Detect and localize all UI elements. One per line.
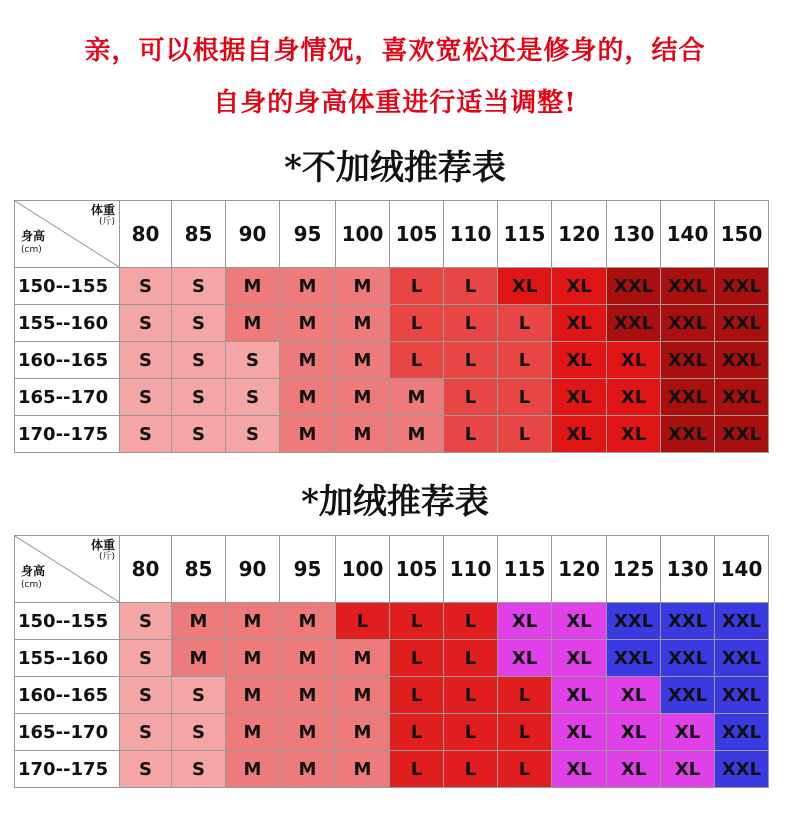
size-cell: S bbox=[172, 342, 226, 379]
size-cell: S bbox=[172, 751, 226, 788]
size-cell: S bbox=[172, 268, 226, 305]
table-row bbox=[15, 268, 769, 305]
weight-header-cell: 140 bbox=[661, 201, 715, 268]
size-cell: XXL bbox=[715, 751, 769, 788]
corner-header bbox=[15, 536, 120, 603]
size-table-no-fleece bbox=[14, 200, 769, 453]
size-cell: XXL bbox=[715, 416, 769, 453]
size-cell: M bbox=[226, 603, 280, 640]
weight-header-cell: 80 bbox=[120, 536, 172, 603]
size-cell: M bbox=[390, 379, 444, 416]
size-cell: M bbox=[172, 603, 226, 640]
weight-header-cell: 110 bbox=[444, 536, 498, 603]
size-cell: L bbox=[444, 751, 498, 788]
size-cell: S bbox=[226, 342, 280, 379]
weight-header-cell: 105 bbox=[390, 536, 444, 603]
weight-header-cell: 90 bbox=[226, 201, 280, 268]
size-cell: XXL bbox=[661, 416, 715, 453]
size-cell: M bbox=[336, 677, 390, 714]
size-cell: M bbox=[280, 640, 336, 677]
weight-header-cell: 115 bbox=[498, 201, 552, 268]
size-cell: S bbox=[172, 416, 226, 453]
size-cell: M bbox=[280, 677, 336, 714]
size-cell: XL bbox=[607, 714, 661, 751]
size-cell: XL bbox=[498, 268, 552, 305]
size-cell: XXL bbox=[715, 305, 769, 342]
height-axis-label: 身高 (cm) bbox=[21, 564, 46, 590]
height-range-cell: 150--155 bbox=[15, 268, 120, 305]
corner-header bbox=[15, 201, 120, 268]
size-cell: L bbox=[390, 751, 444, 788]
weight-axis-label: 体重 (斤) bbox=[90, 203, 115, 227]
height-range-cell: 155--160 bbox=[15, 305, 120, 342]
size-cell: XXL bbox=[661, 379, 715, 416]
size-cell: XXL bbox=[607, 603, 661, 640]
size-cell: M bbox=[172, 640, 226, 677]
size-cell: L bbox=[390, 640, 444, 677]
size-table-fleece bbox=[14, 535, 769, 788]
size-cell: XXL bbox=[661, 603, 715, 640]
size-cell: XL bbox=[552, 379, 607, 416]
size-cell: XXL bbox=[661, 342, 715, 379]
size-cell: S bbox=[120, 305, 172, 342]
size-cell: S bbox=[226, 379, 280, 416]
size-cell: S bbox=[172, 379, 226, 416]
table-row bbox=[15, 416, 769, 453]
size-cell: L bbox=[498, 416, 552, 453]
size-cell: L bbox=[498, 714, 552, 751]
table-row bbox=[15, 677, 769, 714]
size-cell: XXL bbox=[715, 677, 769, 714]
size-cell: M bbox=[336, 714, 390, 751]
size-cell: M bbox=[226, 640, 280, 677]
size-cell: XXL bbox=[607, 305, 661, 342]
size-cell: S bbox=[172, 305, 226, 342]
table1-title: *不加绒推荐表 bbox=[284, 148, 506, 188]
weight-header-cell: 95 bbox=[280, 536, 336, 603]
size-cell: XL bbox=[552, 268, 607, 305]
size-cell: S bbox=[120, 379, 172, 416]
size-cell: XXL bbox=[715, 268, 769, 305]
size-cell: XL bbox=[607, 342, 661, 379]
size-cell: XL bbox=[661, 751, 715, 788]
size-cell: L bbox=[498, 751, 552, 788]
weight-axis-label: 体重 (斤) bbox=[90, 538, 115, 562]
size-cell: S bbox=[226, 416, 280, 453]
size-cell: XL bbox=[607, 416, 661, 453]
size-cell: L bbox=[444, 714, 498, 751]
size-cell: M bbox=[390, 416, 444, 453]
size-cell: XXL bbox=[661, 677, 715, 714]
size-cell: M bbox=[336, 416, 390, 453]
size-cell: S bbox=[120, 603, 172, 640]
size-cell: L bbox=[498, 677, 552, 714]
size-cell: L bbox=[444, 677, 498, 714]
weight-header-cell: 115 bbox=[498, 536, 552, 603]
size-cell: XL bbox=[552, 714, 607, 751]
height-range-cell: 160--165 bbox=[15, 677, 120, 714]
size-cell: M bbox=[336, 342, 390, 379]
weight-header-row bbox=[15, 536, 769, 603]
size-cell: S bbox=[120, 416, 172, 453]
size-cell: L bbox=[498, 342, 552, 379]
table2-title: *加绒推荐表 bbox=[301, 482, 489, 522]
size-cell: L bbox=[336, 603, 390, 640]
size-cell: XXL bbox=[607, 268, 661, 305]
size-cell: XL bbox=[552, 677, 607, 714]
size-cell: XXL bbox=[715, 640, 769, 677]
size-cell: XL bbox=[552, 416, 607, 453]
size-cell: M bbox=[280, 342, 336, 379]
size-cell: XXL bbox=[715, 714, 769, 751]
weight-header-cell: 100 bbox=[336, 201, 390, 268]
size-cell: XL bbox=[498, 603, 552, 640]
size-cell: M bbox=[280, 751, 336, 788]
size-cell: L bbox=[498, 305, 552, 342]
size-cell: XL bbox=[607, 751, 661, 788]
size-cell: L bbox=[444, 379, 498, 416]
size-cell: L bbox=[444, 305, 498, 342]
weight-header-cell: 150 bbox=[715, 201, 769, 268]
size-cell: L bbox=[444, 603, 498, 640]
weight-header-row bbox=[15, 201, 769, 268]
size-cell: S bbox=[172, 677, 226, 714]
table-row bbox=[15, 751, 769, 788]
weight-header-cell: 120 bbox=[552, 201, 607, 268]
size-cell: M bbox=[336, 640, 390, 677]
intro-line-1: 亲，可以根据自身情况，喜欢宽松还是修身的，结合 bbox=[84, 36, 706, 66]
size-cell: L bbox=[390, 603, 444, 640]
height-range-cell: 150--155 bbox=[15, 603, 120, 640]
weight-header-cell: 95 bbox=[280, 201, 336, 268]
size-cell: M bbox=[226, 305, 280, 342]
size-cell: XXL bbox=[715, 379, 769, 416]
size-cell: L bbox=[444, 416, 498, 453]
size-cell: M bbox=[226, 751, 280, 788]
size-cell: XL bbox=[552, 342, 607, 379]
intro-line-2: 自身的身高体重进行适当调整! bbox=[213, 88, 577, 118]
size-cell: S bbox=[120, 268, 172, 305]
size-cell: XXL bbox=[715, 342, 769, 379]
size-cell: M bbox=[336, 751, 390, 788]
size-cell: L bbox=[390, 305, 444, 342]
height-range-cell: 170--175 bbox=[15, 751, 120, 788]
weight-header-cell: 100 bbox=[336, 536, 390, 603]
table-row bbox=[15, 342, 769, 379]
size-cell: M bbox=[280, 714, 336, 751]
size-cell: M bbox=[336, 268, 390, 305]
size-cell: XL bbox=[552, 751, 607, 788]
size-cell: S bbox=[172, 714, 226, 751]
size-cell: M bbox=[226, 714, 280, 751]
weight-header-cell: 130 bbox=[661, 536, 715, 603]
size-cell: XXL bbox=[715, 603, 769, 640]
size-cell: M bbox=[280, 268, 336, 305]
size-cell: M bbox=[336, 305, 390, 342]
size-cell: XL bbox=[498, 640, 552, 677]
weight-header-cell: 110 bbox=[444, 201, 498, 268]
size-cell: XL bbox=[552, 640, 607, 677]
table-row bbox=[15, 714, 769, 751]
weight-header-cell: 140 bbox=[715, 536, 769, 603]
size-cell: XL bbox=[552, 305, 607, 342]
size-cell: L bbox=[498, 379, 552, 416]
weight-header-cell: 80 bbox=[120, 201, 172, 268]
size-cell: L bbox=[444, 268, 498, 305]
size-cell: XXL bbox=[661, 640, 715, 677]
size-cell: L bbox=[444, 342, 498, 379]
size-cell: L bbox=[390, 714, 444, 751]
size-cell: S bbox=[120, 677, 172, 714]
table-row bbox=[15, 640, 769, 677]
size-cell: L bbox=[444, 640, 498, 677]
height-range-cell: 165--170 bbox=[15, 379, 120, 416]
size-cell: S bbox=[120, 640, 172, 677]
height-range-cell: 160--165 bbox=[15, 342, 120, 379]
weight-header-cell: 120 bbox=[552, 536, 607, 603]
size-cell: L bbox=[390, 677, 444, 714]
size-cell: XL bbox=[552, 603, 607, 640]
size-cell: M bbox=[280, 379, 336, 416]
size-cell: S bbox=[120, 342, 172, 379]
size-cell: L bbox=[390, 268, 444, 305]
size-cell: XL bbox=[607, 677, 661, 714]
size-cell: XL bbox=[661, 714, 715, 751]
weight-header-cell: 85 bbox=[172, 201, 226, 268]
weight-header-cell: 125 bbox=[607, 536, 661, 603]
size-cell: S bbox=[120, 714, 172, 751]
size-cell: XXL bbox=[661, 305, 715, 342]
size-cell: M bbox=[280, 603, 336, 640]
size-cell: M bbox=[336, 379, 390, 416]
size-cell: M bbox=[280, 305, 336, 342]
size-cell: M bbox=[226, 268, 280, 305]
weight-header-cell: 130 bbox=[607, 201, 661, 268]
table-row bbox=[15, 305, 769, 342]
size-cell: L bbox=[390, 342, 444, 379]
height-range-cell: 170--175 bbox=[15, 416, 120, 453]
size-cell: XXL bbox=[607, 640, 661, 677]
weight-header-cell: 105 bbox=[390, 201, 444, 268]
weight-header-cell: 85 bbox=[172, 536, 226, 603]
size-cell: XL bbox=[607, 379, 661, 416]
size-cell: M bbox=[280, 416, 336, 453]
height-axis-label: 身高 (cm) bbox=[21, 229, 46, 255]
height-range-cell: 165--170 bbox=[15, 714, 120, 751]
table-row bbox=[15, 603, 769, 640]
size-cell: XXL bbox=[661, 268, 715, 305]
size-cell: S bbox=[120, 751, 172, 788]
table-row bbox=[15, 379, 769, 416]
size-cell: M bbox=[226, 677, 280, 714]
weight-header-cell: 90 bbox=[226, 536, 280, 603]
height-range-cell: 155--160 bbox=[15, 640, 120, 677]
